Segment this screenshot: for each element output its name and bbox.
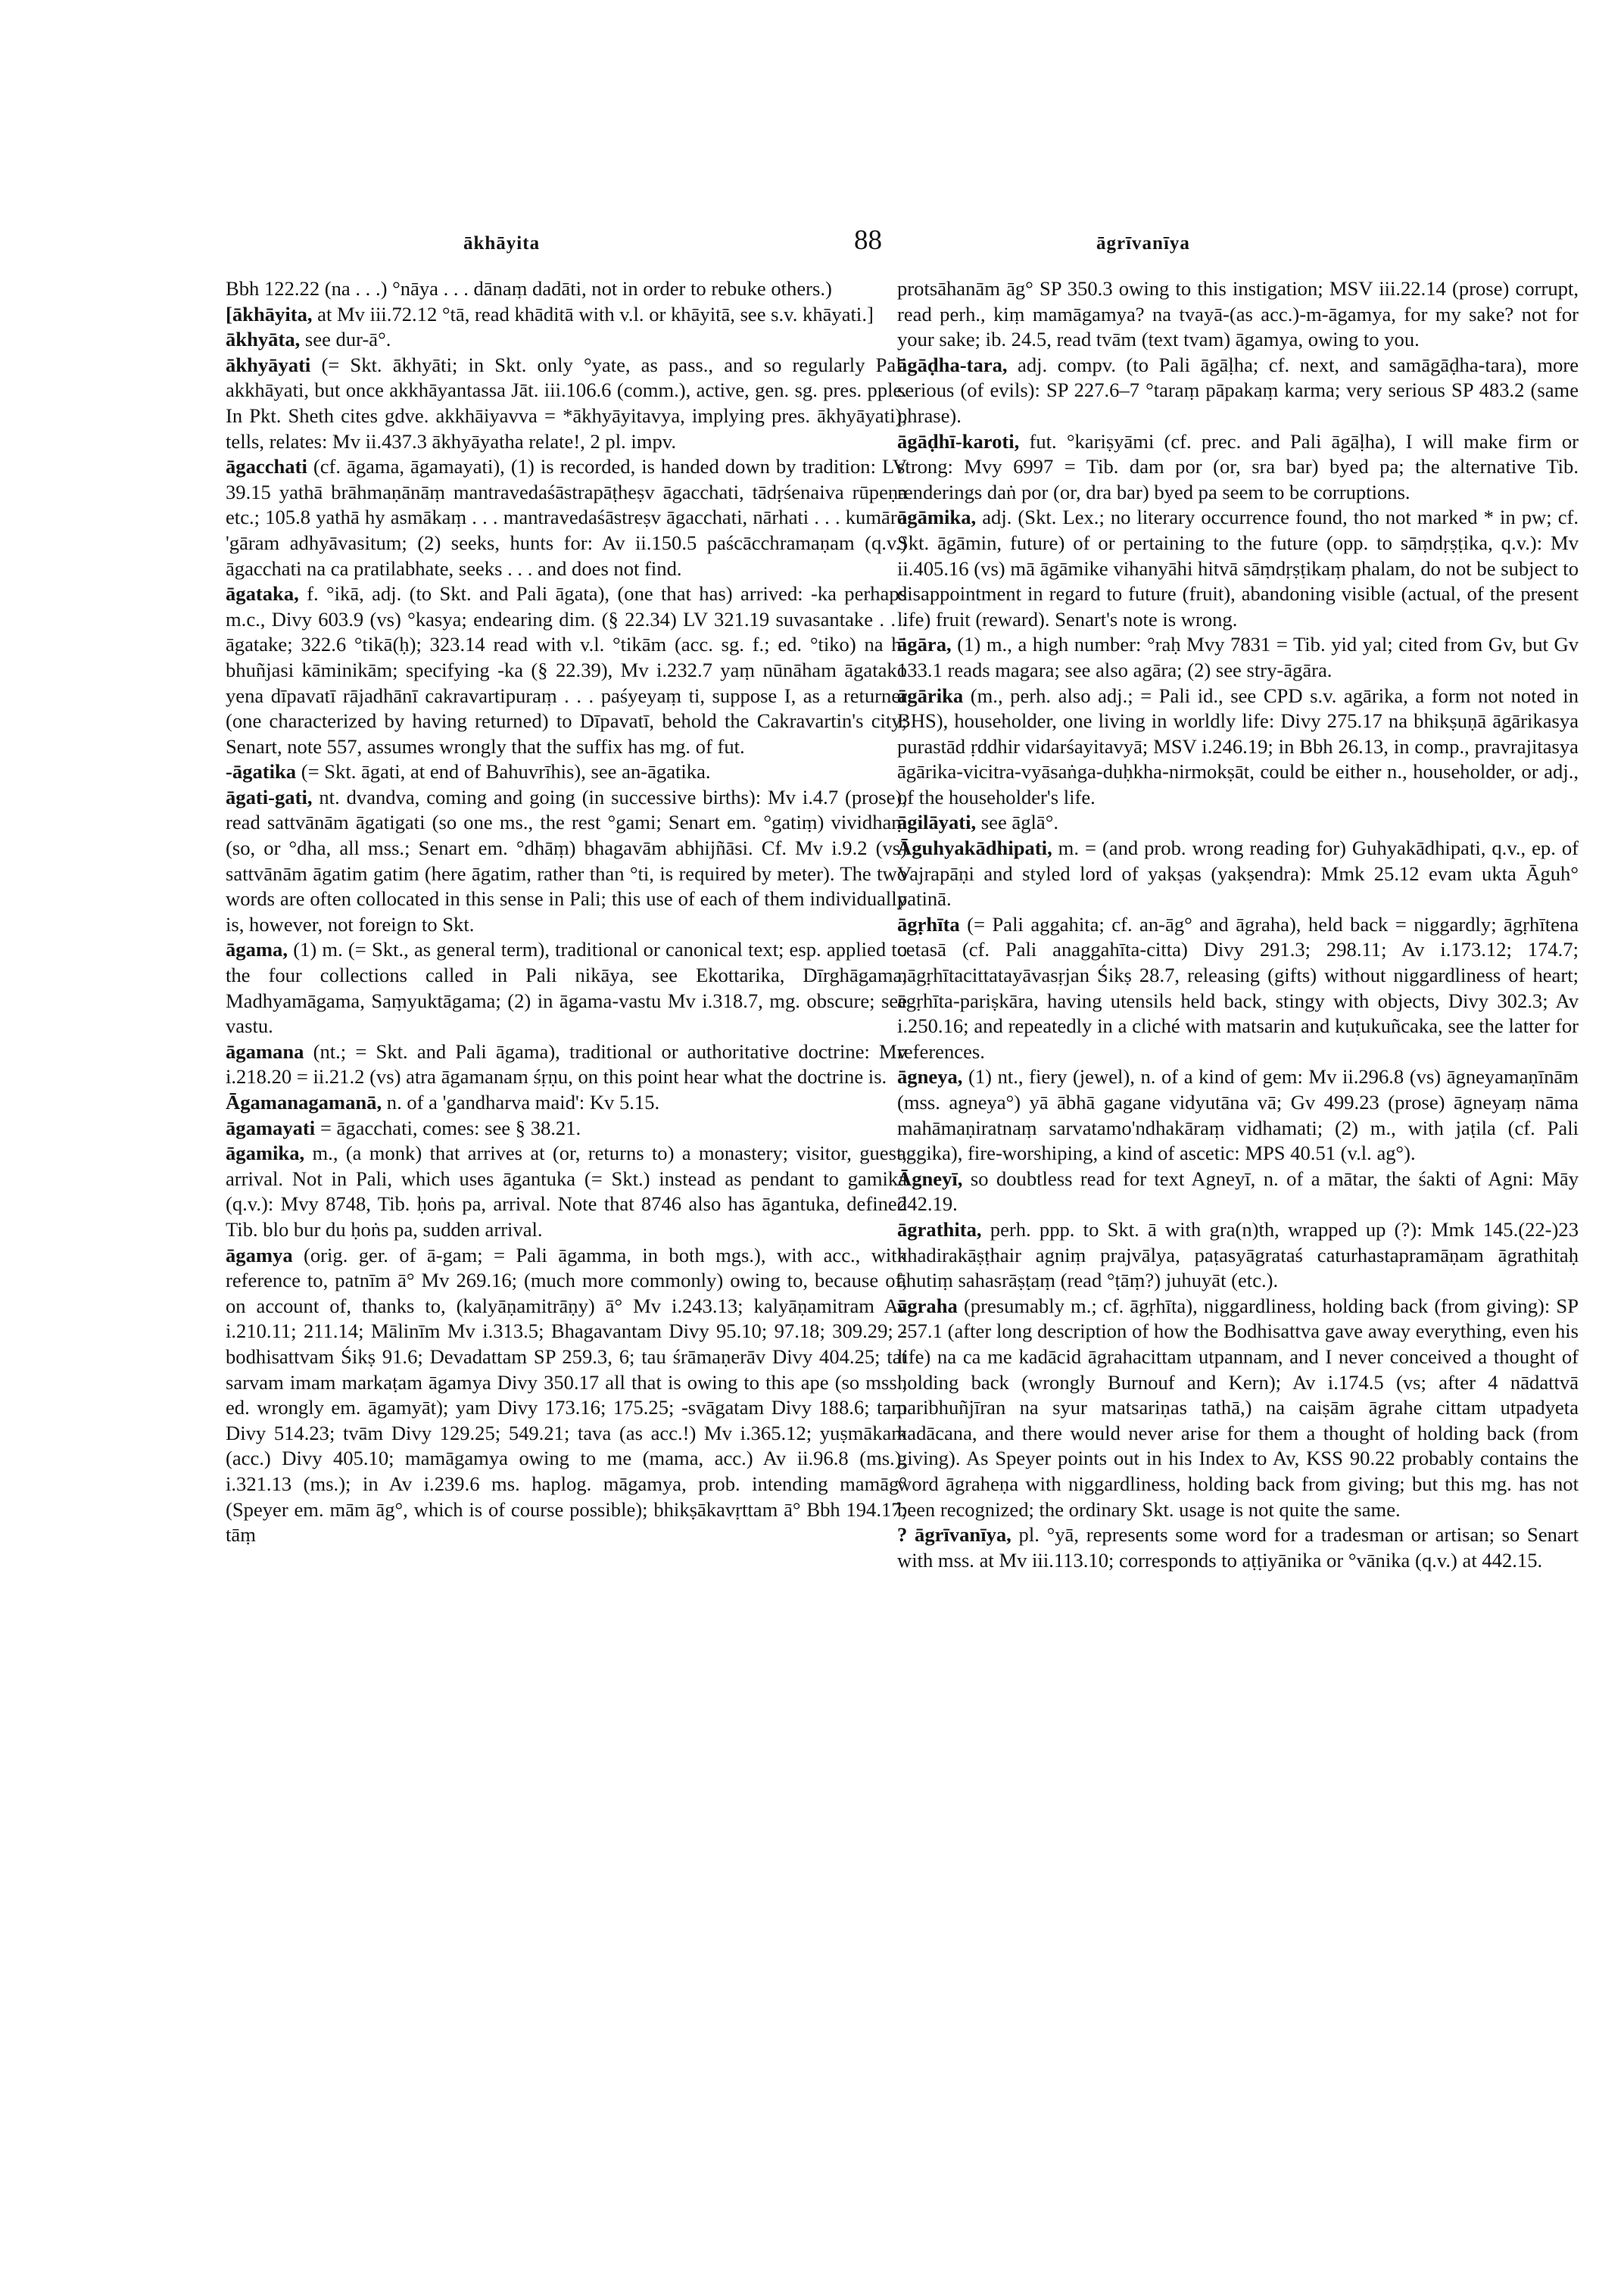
entry-text: (1) m., a high number: °raḥ Mvy 7831 = Tib. yid yal; cited from Gv, but Gv 133.1 reads magara; see also agāra; (2) see stry-āgāra. [897,633,1579,681]
entry-headword: āgamayati [226,1116,316,1139]
dictionary-entry [226,759,907,785]
dictionary-entry [897,912,1579,1065]
dictionary-entry [226,1116,907,1142]
running-head-left: ākhāyita [463,233,541,254]
entry-text: (1) nt., fiery (jewel), n. of a kind of gem: Mv ii.296.8 (vs) āgneyamaṇīnām (mss. agneya°) yā ābhā gagane vidyutāna vā; Gv 499.23 (prose) āgneyaṃ nāma mahāmaṇiratnaṃ sarvatamo'ndhakāraṃ vidhamati; (2) m., with jaṭila (cf. Pali aggika), fire-worshiping, a kind of ascetic: MPS 40.51 (v.l. ag°). [897,1065,1579,1165]
entry-text: m., (a monk) that arrives at (or, returns to) a monastery; visitor, guest, arrival. Not in Pali, which uses āgantuka (= Skt.) instead as pendant to gamika (q.v.): Mvy 8748, Tib. ḥoṅs pa, arrival. Note that 8746 also has āgantuka, defined Tib. blo bur du ḥoṅs pa, sudden arrival. [226,1142,907,1241]
entry-text: n. of a 'gandharva maid': Kv 5.15. [382,1091,660,1114]
left-column [226,276,907,1548]
entry-text: (cf. āgama, āgamayati), (1) is recorded, is handed down by tradition: LV 39.15 yathā brāhmaṇānāṃ mantravedaśāstrapāṭheṣv āgacchati, tādṛśenaiva rūpeṇa etc.; 105.8 yathā hy asmākaṃ . . . mantravedaśāstreṣv āgacchati, nārhati . . . kumāro 'gāram adhyāvasitum; (2) seeks, hunts for: Av ii.150.5 paścācchramaṇam (q.v.) āgacchati na ca pratilabhate, seeks . . . and does not find. [226,455,907,580]
dictionary-entry [897,1217,1579,1294]
entry-headword: āgraha [897,1294,958,1317]
entry-text: (1) m. (= Skt., as general term), traditional or canonical text; esp. applied to the four collections called in Pali nikāya, see Ekottarika, Dīrghāgama, Madhyamāgama, Saṃyuktāgama; (2) in āgama-vastu Mv i.318.7, mg. obscure; see vastu. [226,938,907,1038]
entry-headword: ākhyāta, [226,328,301,351]
entry-headword: -āgatika [226,760,297,784]
dictionary-entry [897,429,1579,506]
entry-text: Bbh 122.22 (na . . .) °nāya . . . dānaṃ dadāti, not in order to rebuke others.) [226,277,832,300]
entry-text: (nt.; = Skt. and Pali āgama), traditional or authoritative doctrine: Mv i.218.20 = ii.21.2 (vs) atra āgamanam śṛṇu, on this point hear what the doctrine is. [226,1039,907,1089]
entry-headword: āgamika, [226,1142,305,1165]
entry-text: (= Pali aggahita; cf. an-āg° and āgraha), held back = niggardly; āgṛhītena cetasā (cf. Pali anaggahīta-citta) Divy 291.3; 298.11; Av i.173.12; 174.7; nāgṛhītacittatayāvasṛjan Śikṣ 28.7, releasing (gifts) without niggardliness of heart; āgṛhīta-pariṣkāra, having utensils held back, stingy with objects, Divy 302.3; Av i.250.16; and repeatedly in a cliché with matsarin and kuṭukuñcaka, see the latter for references. [897,912,1579,1063]
entry-headword: āgama, [226,938,288,961]
dictionary-entry [226,785,907,938]
dictionary-entry [226,937,907,1039]
entry-text: fut. °kariṣyāmi (cf. prec. and Pali āgāḷha), I will make firm or strong: Mvy 6997 = Tib. dam por (or, sra bar) byed pa; the alternative Tib. renderings daṅ por (or, dra bar) byed pa seem to be corruptions. [897,429,1579,503]
entry-text: (m., perh. also adj.; = Pali id., see CPD s.v. agārika, a form not noted in BHS), householder, one living in worldly life: Divy 275.17 na bhikṣuṇā āgārikasya purastād ṛddhir vidarśayitavyā; MSV i.246.19; in Bbh 26.13, in comp., pravrajitasya āgārika-vicitra-vyāsaṅga-duḥkha-nirmokṣāt, could be either n., householder, or adj., of the householder's life. [897,684,1579,808]
dictionary-entry [226,302,907,328]
entry-headword: Āgamanagamanā, [226,1091,382,1114]
dictionary-entry [897,810,1579,836]
entry-headword: āgneya, [897,1065,963,1089]
entry-headword: āgārika [897,684,964,707]
entry-headword: āgamya [226,1243,293,1266]
dictionary-entry [226,1039,907,1090]
entry-text: see āglā°. [976,811,1058,834]
entry-headword: ? āgrīvanīya, [897,1523,1011,1547]
page-number: 88 [854,225,882,256]
dictionary-entry [226,327,907,353]
dictionary-entry [897,1167,1579,1217]
entry-headword: [ākhāyita, [226,302,313,326]
entry-text: see dur-ā°. [300,328,391,351]
entry-headword: āgacchati [226,455,307,478]
dictionary-entry [897,505,1579,632]
entry-headword: āgāmika, [897,506,977,529]
entry-headword: Āgneyī, [897,1167,963,1190]
entry-text: nt. dvandva, coming and going (in successive births): Mv i.4.7 (prose), read sattvānām āgatigati (so one ms., the rest °gami; Senart em. °gatiṃ) vividhaṃ (so, or °dha, all mss.; Senart em. °dhāṃ) bhagavām abhijñāsi. Cf. Mv i.9.2 (vs) sattvānām āgatim gatim (here āgatim, rather than °ti, is required by meter). The two words are often collocated in this sense in Pali; this use of each of them individually is, however, not foreign to Skt. [226,785,907,936]
entry-text: perh. ppp. to Skt. ā with gra(n)th, wrapped up (?): Mmk 145.(22-)23 khadirakāṣṭhair agniṃ prajvālya, paṭasyāgrataś caturhastapramāṇam āgrathitaḥ āhutiṃ sahasrāṣṭaṃ (read °ṭāṃ?) juhuyāt (etc.). [897,1217,1579,1292]
entry-headword: ākhyāyati [226,353,311,376]
dictionary-entry [897,684,1579,811]
running-head-right: āgrīvanīya [1096,233,1190,254]
dictionary-entry [226,1243,907,1548]
entry-headword: āgrathita, [897,1217,982,1241]
entry-text: so doubtless read for text Agneyī, n. of a mātar, the śakti of Agni: Māy 242.19. [897,1167,1579,1216]
dictionary-entry [897,1294,1579,1522]
entry-headword: āgāḍha-tara, [897,353,1008,376]
entry-headword: āgāra, [897,633,952,656]
entry-text: m. = (and prob. wrong reading for) Guhyakādhipati, q.v., ep. of Vajrapāṇi and styled lord of yakṣas (yakṣendra): Mmk 25.12 evam ukta Āguh° patinā. [897,837,1579,911]
right-column [897,276,1579,1573]
dictionary-entry [226,353,907,454]
dictionary-entry [226,581,907,759]
entry-text: adj. compv. (to Pali āgāḷha; cf. next, and samāgāḍha-tara), more serious (of evils): SP 227.6–7 °taraṃ pāpakaṃ karma; very serious SP 483.2 (same phrase). [897,353,1579,427]
entry-headword: āgati-gati, [226,785,313,808]
dictionary-entry [897,1064,1579,1166]
entry-headword: Āguhyakādhipati, [897,837,1052,860]
entry-text: = āgacchati, comes: see § 38.21. [315,1116,581,1139]
dictionary-entry [897,353,1579,429]
entry-text: (presumably m.; cf. āgṛhīta), niggardliness, holding back (from giving): SP 257.1 (after long description of how the Bodhisattva gave away everything, even his life) na ca me kadācid āgrahacittam utpannam, and I never conceived a thought of holding back (wrongly Burnouf and Kern); Av i.174.5 (vs; after 4 nādattvā paribhuñjīran na syur matsariṇas tathā,) na caiṣām āgrahe cittam utpadyeta kadācana, and there would never arise for them a thought of holding back (from giving). As Speyer points out in his Index to Av, KSS 90.22 probably contains the word āgraheṇa with niggardliness, holding back from giving; but this mg. has not been recognized; the ordinary Skt. usage is not quite the same. [897,1294,1579,1521]
dictionary-entry [226,276,907,302]
dictionary-entry [897,836,1579,912]
entry-text: protsāhanām āg° SP 350.3 owing to this instigation; MSV iii.22.14 (prose) corrupt, read perh., kiṃ mamāgamya? na tvayā-(as acc.)-m-āgamya, for my sake? not for your sake; ib. 24.5, read tvām (text tvam) āgamya, owing to you. [897,277,1579,351]
page-header [227,224,1420,262]
dictionary-entry [226,1141,907,1242]
dictionary-entry [897,632,1579,683]
entry-headword: āgataka, [226,582,299,606]
entry-text: at Mv iii.72.12 °tā, read khāditā with v.l. or khāyitā, see s.v. khāyati.] [312,302,874,326]
entry-headword: āgāḍhī-karoti, [897,429,1020,453]
entry-text: (= Skt. ākhyāti; in Skt. only °yate, as pass., and so regularly Pali akkhāyati, but once akkhāyantassa Jāt. iii.106.6 (comm.), active, gen. sg. pres. pple. In Pkt. Sheth cites gdve. akkhāiyavva = *ākhyāyitavya, implying pres. ākhyāyati), tells, relates: Mv ii.437.3 ākhyāyatha relate!, 2 pl. impv. [226,353,907,453]
dictionary-entry [897,276,1579,353]
entry-text: adj. (Skt. Lex.; no literary occurrence found, tho not marked * in pw; cf. Skt. āgāmin, future) of or pertaining to the future (opp. to sāṃdṛṣṭika, q.v.): Mv ii.405.16 (vs) mā āgāmike vihanyāhi hitvā sāṃdṛṣṭikaṃ phalam, do not be subject to disappointment in regard to future (fruit), abandoning visible (actual, of the present life) fruit (reward). Senart's note is wrong. [897,506,1579,631]
entry-headword: āgamana [226,1039,304,1063]
entry-headword: āgṛhīta [897,912,960,936]
entry-text: (orig. ger. of ā-gam; = Pali āgamma, in both mgs.), with acc., with reference to, patnīm ā° Mv 269.16; (much more commonly) owing to, because of, on account of, thanks to, (kalyāṇamitrāṇy) ā° Mv i.243.13; kalyāṇamitram Av i.210.11; 211.14; Mālinīm Mv i.313.5; Bhagavantam Divy 95.10; 97.18; 309.29; -bodhisattvam Śikṣ 91.6; Devadattam SP 259.3, 6; tau śrāmaṇerāv Divy 404.25; tat sarvam imam markaṭam āgamya Divy 350.17 all that is owing to this ape (so mss., ed. wrongly em. āgamyāt); yam Divy 173.16; 175.25; -svāgatam Divy 188.6; tam Divy 514.23; tvām Divy 129.25; 549.21; tava (as acc.!) Mv i.365.12; yuṣmākam (acc.) Divy 405.10; mamāgamya owing to me (mama, acc.) Av ii.96.8 (ms.); i.321.13 (ms.); in Av i.239.6 ms. haplog. māgamya, prob. intending mamāg° (Speyer em. mām āg°, which is of course possible); bhikṣākavṛttam ā° Bbh 194.17; tāṃ [226,1243,907,1547]
dictionary-entry [226,454,907,581]
dictionary-entry [226,1090,907,1116]
entry-text: f. °ikā, adj. (to Skt. and Pali āgata), (one that has) arrived: -ka perhaps m.c., Divy 603.9 (vs) °kasya; endearing dim. (§ 22.34) LV 321.19 suvasantake . . . āgatake; 322.6 °tikā(ḥ); 323.14 read with v.l. °tikām (acc. sg. f.; ed. °tiko) na hi bhuñjasi kāminikām; specifying -ka (§ 22.39), Mv i.232.7 yaṃ nūnāham āgatako yena dīpavatī rājadhānī cakravartipuraṃ . . . paśyeyaṃ ti, suppose I, as a returner (one characterized by having returned) to Dīpavatī, behold the Cakravartin's city; Senart, note 557, assumes wrongly that the suffix has mg. of fut. [226,582,907,758]
entry-text: (= Skt. āgati, at end of Bahuvrīhis), see an-āgatika. [296,760,711,784]
dictionary-entry [897,1522,1579,1573]
entry-headword: āgilāyati, [897,811,977,834]
entry-text: pl. °yā, represents some word for a tradesman or artisan; so Senart with mss. at Mv iii.113.10; corresponds to aṭṭiyānika or °vānika (q.v.) at 442.15. [897,1523,1579,1572]
